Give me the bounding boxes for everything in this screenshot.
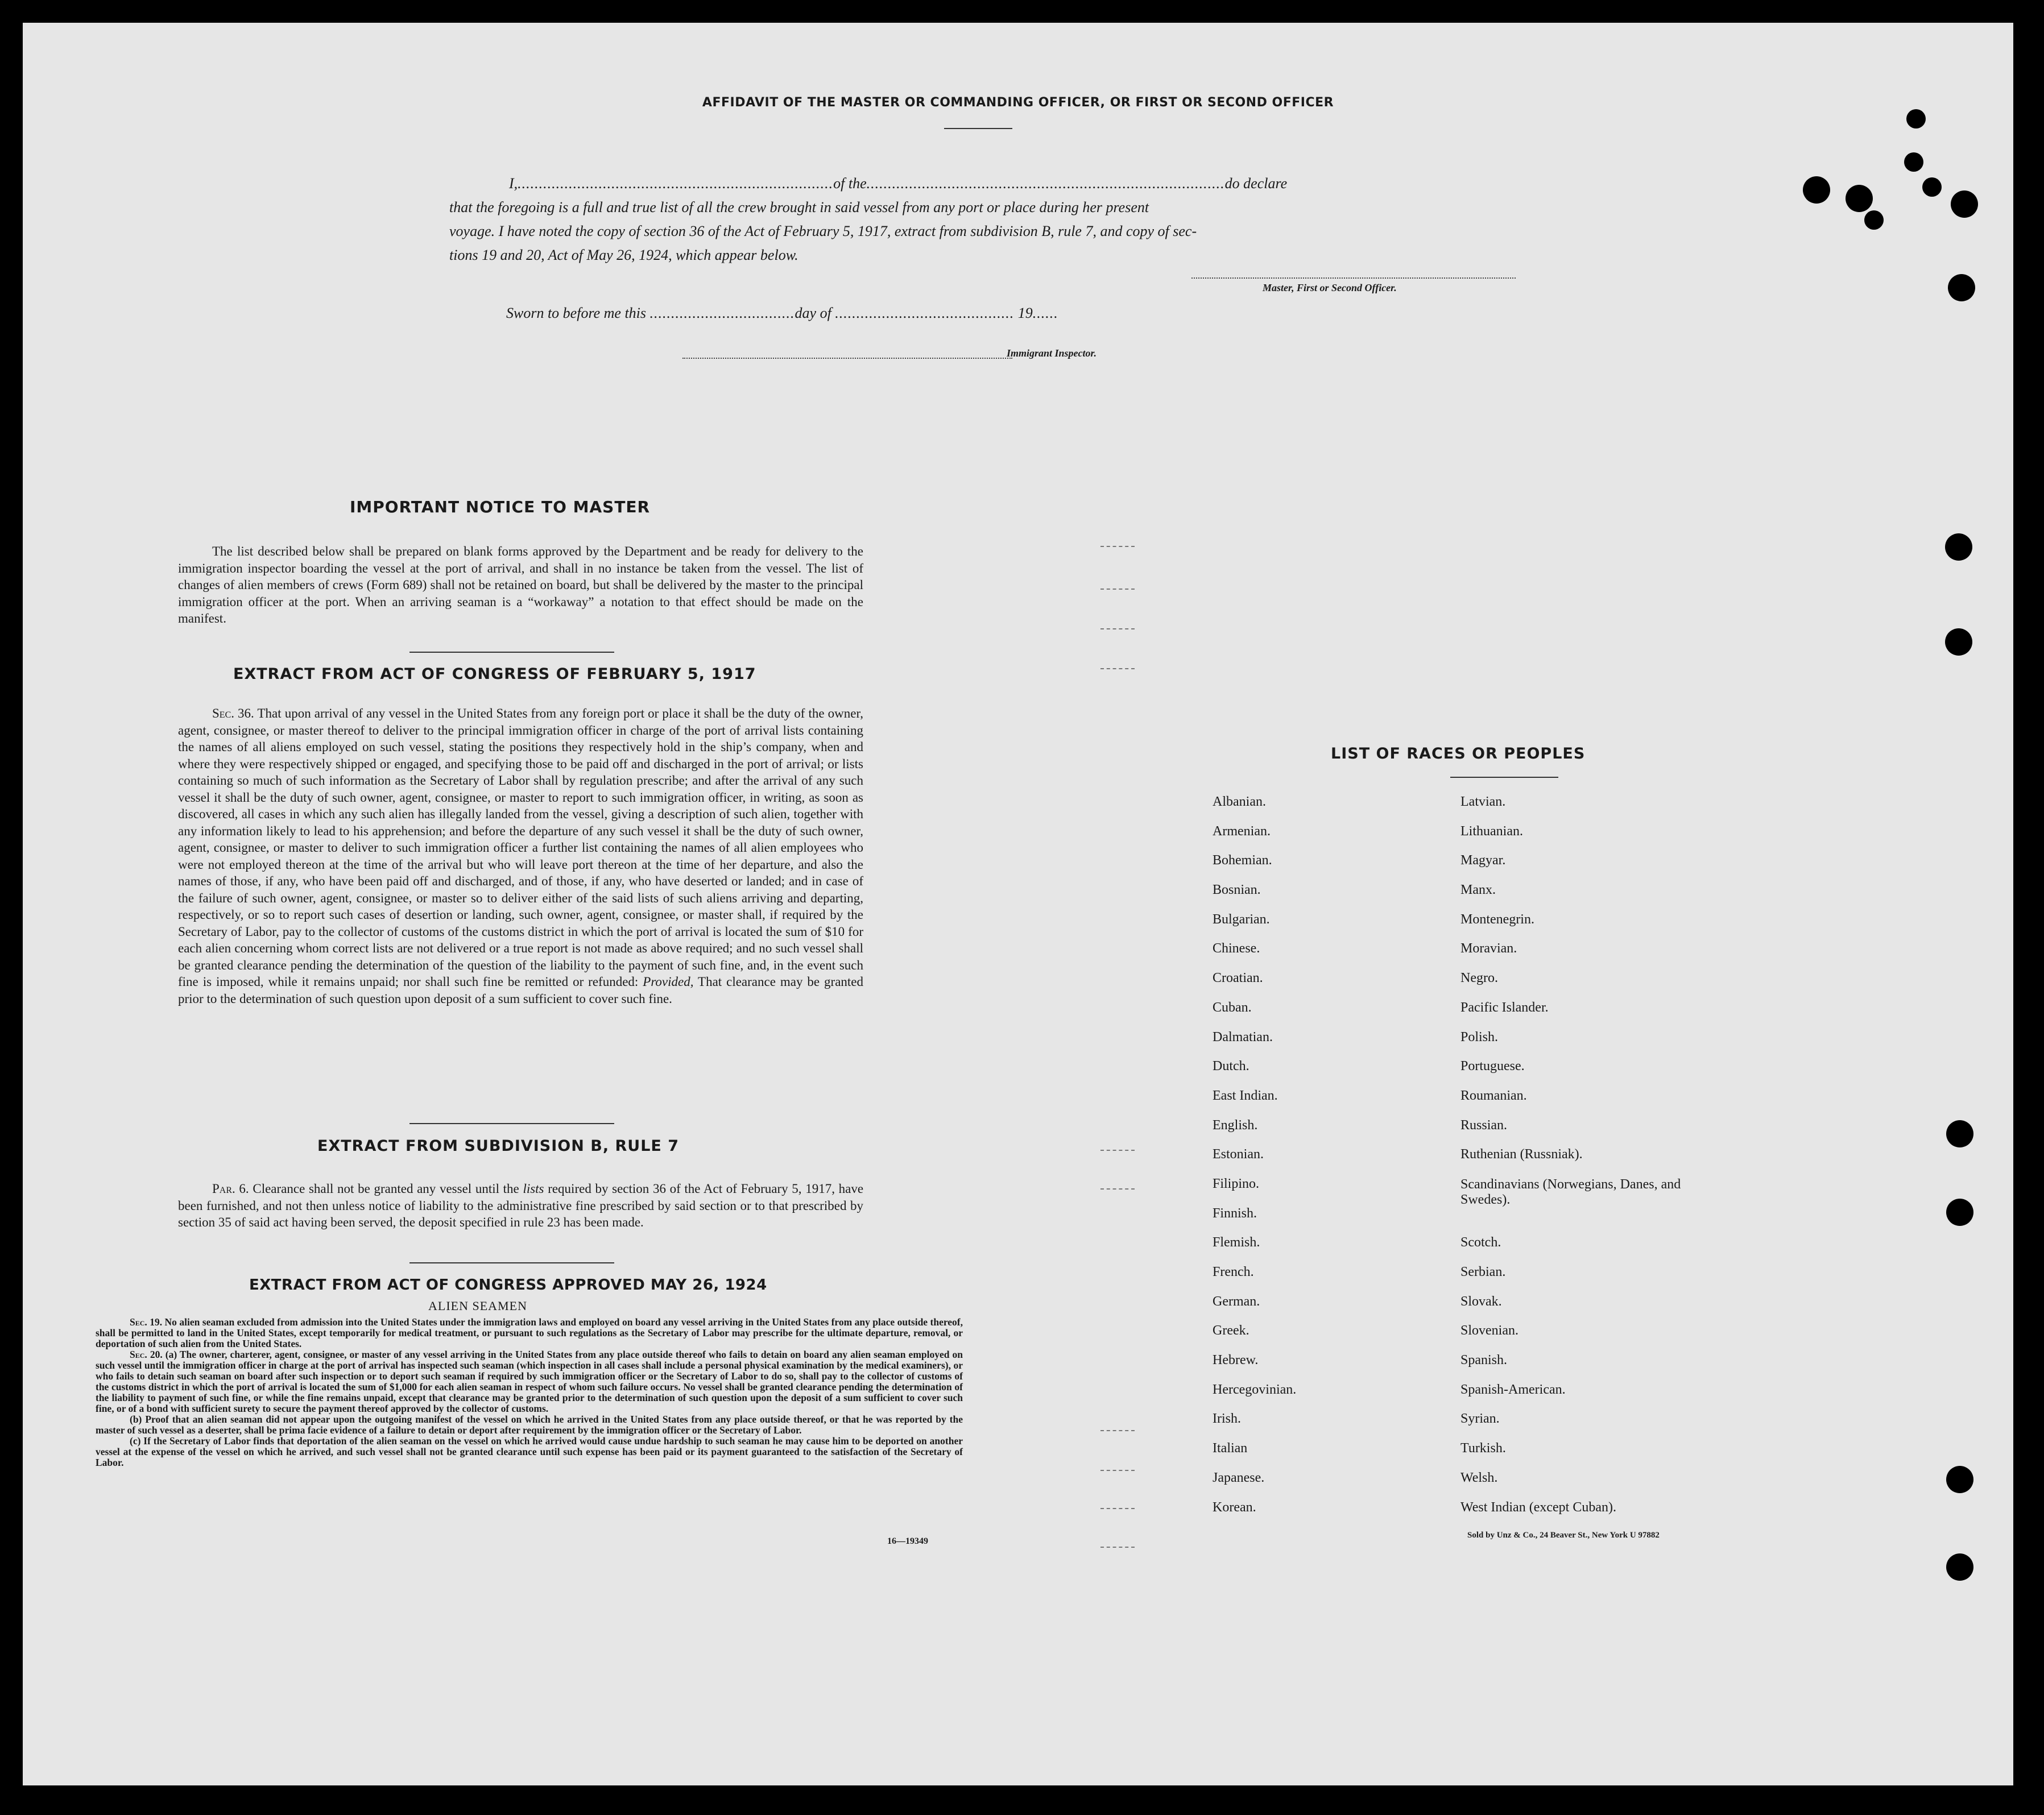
section-20-label: Sec. 20.	[130, 1349, 163, 1360]
punch-hole	[1946, 1553, 1973, 1581]
section-36-text: That upon arrival of any vessel in the United States from any foreign port or place it shall be the duty of the owner, agent, consignee, or master thereof to deliver to the principal immigration officer in charge of the port of arrival lists containing the names of all aliens employed on such vessel, stating the positions they respectively hold in the ship’s company, when and where they were respectively shipped or engaged, and specifying those to be paid off and discharged in the port of arrival; or lists containing so much of such information as the Secretary of Labor shall by regulation prescribe; and after the arrival of any such vessel it shall be the duty of such owner, agent, consignee, or master to report to such immigration officer, in writing, as soon as discovered, all cases in which any such alien has illegally landed from the vessel, giving a description of such alien, together with any information likely to lead to his apprehension; and before the departure of any such vessel it shall be the duty of such owner, agent, consignee, or master to deliver to such immigration officer a further list containing the names of all alien employees who were not employed thereon at the time of the arrival but who will leave port thereon at the time of her departure, and also the names of those, if any, who have been paid off and discharged, and of those, if any, who have deserted or landed; and in case of the failure of such owner, agent, consignee, or master so to deliver either of the said lists of such aliens arriving and departing, respectively, or so to report such cases of desertion or landing, such owner, agent, consignee, or master shall, if required by the Secretary of Labor, pay to the collector of customs of the customs district in which the port of arrival is located the sum of $10 for each alien concerning whom correct lists are not delivered or a true report is not made as above required; and no such vessel shall be granted clearance pending the determination of the question of the liability to the payment of such fine, and, in the event such fine is imposed, while it remains unpaid; nor shall such fine be remitted or refunded:	[178, 706, 863, 989]
rule-7-text-a: Clearance shall not be granted any vessel until the	[253, 1182, 519, 1196]
punch-hole	[1864, 210, 1884, 230]
race-item: Bulgarian.	[1213, 911, 1270, 927]
race-item: Spanish.	[1460, 1353, 1508, 1368]
document-page	[23, 23, 2013, 1785]
affidavit-line-3: voyage. I have noted the copy of section 36 of the Act of February 5, 1917, extract from subdivision B, rule 7, and copy of sec-	[449, 223, 1197, 239]
race-item: Pacific Islander.	[1460, 1000, 1549, 1015]
race-item: Turkish.	[1460, 1441, 1506, 1456]
race-item: Japanese.	[1213, 1470, 1265, 1485]
race-item: Negro.	[1460, 971, 1498, 986]
extract-1924-title: EXTRACT FROM ACT OF CONGRESS APPROVED MAY 26, 1924	[249, 1277, 767, 1294]
affidavit-declare: do declare	[1224, 175, 1288, 192]
race-item: Cuban.	[1213, 1000, 1252, 1015]
race-item: Hercegovinian.	[1213, 1382, 1297, 1397]
race-item: Moravian.	[1460, 941, 1517, 956]
race-item: Roumanian.	[1460, 1088, 1527, 1103]
signature-line	[1191, 277, 1516, 279]
race-item: Albanian.	[1213, 794, 1266, 809]
extract-1917-text	[178, 705, 863, 1007]
races-column-2	[1460, 795, 1699, 1530]
section-36-end: That clearance may be granted prior to the determination of such question upon deposit of a sum sufficient to cover such fine.	[178, 975, 864, 1006]
race-item: Croatian.	[1213, 971, 1263, 986]
punch-hole	[1922, 177, 1942, 197]
inspector-label: Immigrant Inspector.	[1007, 347, 1097, 359]
fold-mark	[1100, 1430, 1135, 1431]
section-19-text: No alien seaman excluded from admission into the United States under the immigration laws and employed on board any vessel arriving in the United States from any place outside thereof, shall be permitted to land in the United States, except temporarily for medical treatment, or pursuant to such regulations as the Secretary of Labor may prescribe for the ultimate departure, removal, or deportation of such alien from the United States.	[96, 1316, 963, 1349]
race-item: Hebrew.	[1213, 1353, 1259, 1368]
race-item: Ruthenian (Russniak).	[1460, 1147, 1583, 1162]
race-item: Syrian.	[1460, 1411, 1500, 1427]
race-item: Greek.	[1213, 1323, 1249, 1339]
race-item: Filipino.	[1213, 1176, 1260, 1191]
notice-paragraph: The list described below shall be prepared on blank forms approved by the Department and be ready for delivery to the immigration inspector boarding the vessel at the port of arrival, and shall in no instance be taken from the vessel. The list of changes of alien members of crews (Form 689) shall not be retained on board, but shall be delivered by the master to the principal immigration officer at the port. When an arriving seaman is a “workaway” a notation to that effect should be made on the manifest.	[178, 544, 863, 625]
punch-hole	[1803, 176, 1830, 204]
race-item: German.	[1213, 1294, 1260, 1309]
extract-1924-text	[96, 1317, 963, 1468]
section-19-label: Sec. 19.	[130, 1316, 163, 1328]
paragraph-6-label: Par. 6.	[212, 1182, 249, 1196]
race-item: East Indian.	[1213, 1088, 1278, 1103]
inspector-signature-line	[682, 358, 1012, 359]
rule-7-divider	[409, 1262, 614, 1263]
fold-mark	[1100, 668, 1135, 669]
rule-7-text-b: required by section 36 of the Act of February 5, 1917, have been furnished, and not then unless notice of liability to the administrative fine prescribed by said section or to that prescribed by section 35 of said act having been served, the deposit specified in rule 23 has been made.	[178, 1182, 864, 1229]
race-item: Dutch.	[1213, 1059, 1249, 1074]
rule-7-text	[178, 1180, 863, 1231]
form-number: 16—19349	[887, 1536, 928, 1546]
notice-divider	[409, 652, 614, 653]
fold-mark	[1100, 1150, 1135, 1151]
fold-mark	[1100, 1188, 1135, 1190]
signature-label: Master, First or Second Officer.	[1263, 282, 1397, 293]
race-item: Dalmatian.	[1213, 1029, 1273, 1045]
race-item: Welsh.	[1460, 1470, 1498, 1485]
rule-7-title: EXTRACT FROM SUBDIVISION B, RULE 7	[317, 1137, 680, 1155]
race-item: Magyar.	[1460, 853, 1506, 868]
extract-1917-title: EXTRACT FROM ACT OF CONGRESS OF FEBRUARY 5, 1917	[233, 665, 756, 683]
lists-text: lists	[523, 1182, 544, 1196]
punch-hole	[1904, 152, 1923, 172]
race-item: Estonian.	[1213, 1147, 1264, 1162]
race-item: Polish.	[1460, 1029, 1499, 1045]
fold-mark	[1100, 1508, 1135, 1509]
races-column-1	[1213, 795, 1296, 1530]
race-item: Korean.	[1213, 1499, 1256, 1515]
race-item: Slovak.	[1460, 1294, 1502, 1309]
provided-text: Provided,	[643, 975, 694, 989]
affidavit-title: AFFIDAVIT OF THE MASTER OR COMMANDING OFFICER, OR FIRST OR SECOND OFFICER	[702, 96, 1334, 110]
punch-hole	[1946, 1466, 1973, 1493]
race-item: Bosnian.	[1213, 882, 1261, 898]
race-item: Irish.	[1213, 1411, 1241, 1427]
fold-mark	[1100, 1547, 1135, 1548]
race-item: Serbian.	[1460, 1265, 1506, 1280]
race-item: Latvian.	[1460, 794, 1506, 809]
punch-hole	[1945, 533, 1972, 561]
race-item: Armenian.	[1213, 823, 1271, 839]
race-item: French.	[1213, 1265, 1254, 1279]
race-item: Scotch.	[1460, 1235, 1501, 1250]
race-item: Slovenian.	[1460, 1323, 1518, 1339]
title-divider	[944, 128, 1012, 129]
day-of-text: day of	[795, 305, 831, 321]
race-item: Italian	[1213, 1441, 1248, 1456]
race-item: Spanish-American.	[1460, 1382, 1566, 1397]
race-item: Manx.	[1460, 882, 1496, 898]
race-item: Scandinavians (Norwegians, Danes, and Swedes).	[1460, 1176, 1681, 1207]
section-20b-text: (b) Proof that an alien seaman did not appear upon the outgoing manifest of the vessel on which he arrived in the United States from any place outside thereof, or that he was reported by the master of such vessel as a deserter, shall be prima facie evidence of a failure to detain or deport after requirement by the immigration officer or the Secretary of Labor.	[96, 1414, 963, 1436]
race-item: Russian.	[1460, 1117, 1508, 1133]
punch-hole	[1906, 109, 1926, 129]
section-20c-text: (c) If the Secretary of Labor finds that deportation of the alien seaman on the vessel on which he arrived would cause undue hardship to such seaman he may cause him to be deported on another vessel at the expense of the vessel on which he arrived, and such vessel shall not be granted clearance until such expense has been paid or its payment guaranteed to the satisfaction of the Secretary of Labor.	[96, 1435, 963, 1468]
punch-hole	[1948, 274, 1975, 301]
race-item: Portuguese.	[1460, 1059, 1525, 1074]
notice-text	[178, 543, 863, 627]
notice-title: IMPORTANT NOTICE TO MASTER	[350, 498, 651, 516]
extract-1917-divider	[409, 1123, 614, 1124]
section-36-label: Sec. 36.	[212, 706, 254, 720]
fold-mark	[1100, 589, 1135, 590]
affidavit-i: I,	[509, 175, 518, 192]
punch-hole	[1951, 190, 1978, 218]
race-item: Bohemian.	[1213, 853, 1272, 868]
fold-mark	[1100, 546, 1135, 547]
punch-hole	[1945, 628, 1972, 656]
seller-imprint: Sold by Unz & Co., 24 Beaver St., New York U 97882	[1467, 1531, 1660, 1540]
races-divider	[1450, 777, 1558, 778]
affidavit-line-2: that the foregoing is a full and true list of all the crew brought in said vessel from any port or place during her present	[449, 199, 1149, 216]
alien-seamen-subtitle: ALIEN SEAMEN	[428, 1299, 527, 1313]
affidavit-line-1: I,..........................................................................of the....................................................................................do declare	[509, 175, 1288, 192]
punch-hole	[1846, 185, 1873, 212]
section-20a-text: (a) The owner, charterer, agent, consignee, or master of any vessel arriving in the United States from any place outside thereof who fails to detain on board any alien seaman employed on such vessel until the immigration officer in charge at the port of arrival has inspected such seaman (which inspection in all cases shall include a personal physical examination by the medical examiners), or who fails to detain such seaman on board after such inspection or to deport such seaman if required by such immigration officer or the Secretary of Labor to do so, shall pay to the collector of customs of the customs district in which the port of arrival is located the sum of $1,000 for each alien seaman in respect of whom such failure occurs. No vessel shall be granted clearance pending the determination of the liability to payment of such fine, or while the fine remains unpaid, except that clearance may be granted prior to the determination of such question upon the deposit of a sum sufficient to cover such fine, or of a bond with sufficient surety to secure the payment thereof approved by the collector of customs.	[96, 1349, 963, 1414]
affidavit-line-4: tions 19 and 20, Act of May 26, 1924, which appear below.	[449, 247, 798, 263]
races-title: LIST OF RACES OR PEOPLES	[1331, 745, 1586, 763]
race-item: Finnish.	[1213, 1205, 1257, 1221]
affidavit-of-the: of the	[833, 175, 867, 192]
sworn-line: Sworn to before me this ..................................day of .......................................... 19......	[506, 305, 1058, 321]
fold-mark	[1100, 628, 1135, 629]
race-item: Chinese.	[1213, 941, 1260, 956]
race-item: West Indian (except Cuban).	[1460, 1499, 1616, 1515]
race-item: English.	[1213, 1117, 1258, 1133]
punch-hole	[1946, 1199, 1973, 1226]
year-text: 19	[1017, 305, 1033, 321]
race-item: Lithuanian.	[1460, 823, 1523, 839]
punch-hole	[1946, 1120, 1973, 1147]
sworn-text: Sworn to before me this	[506, 305, 647, 321]
race-item: Montenegrin.	[1460, 911, 1534, 927]
fold-mark	[1100, 1470, 1135, 1471]
race-item: Flemish.	[1213, 1235, 1260, 1250]
